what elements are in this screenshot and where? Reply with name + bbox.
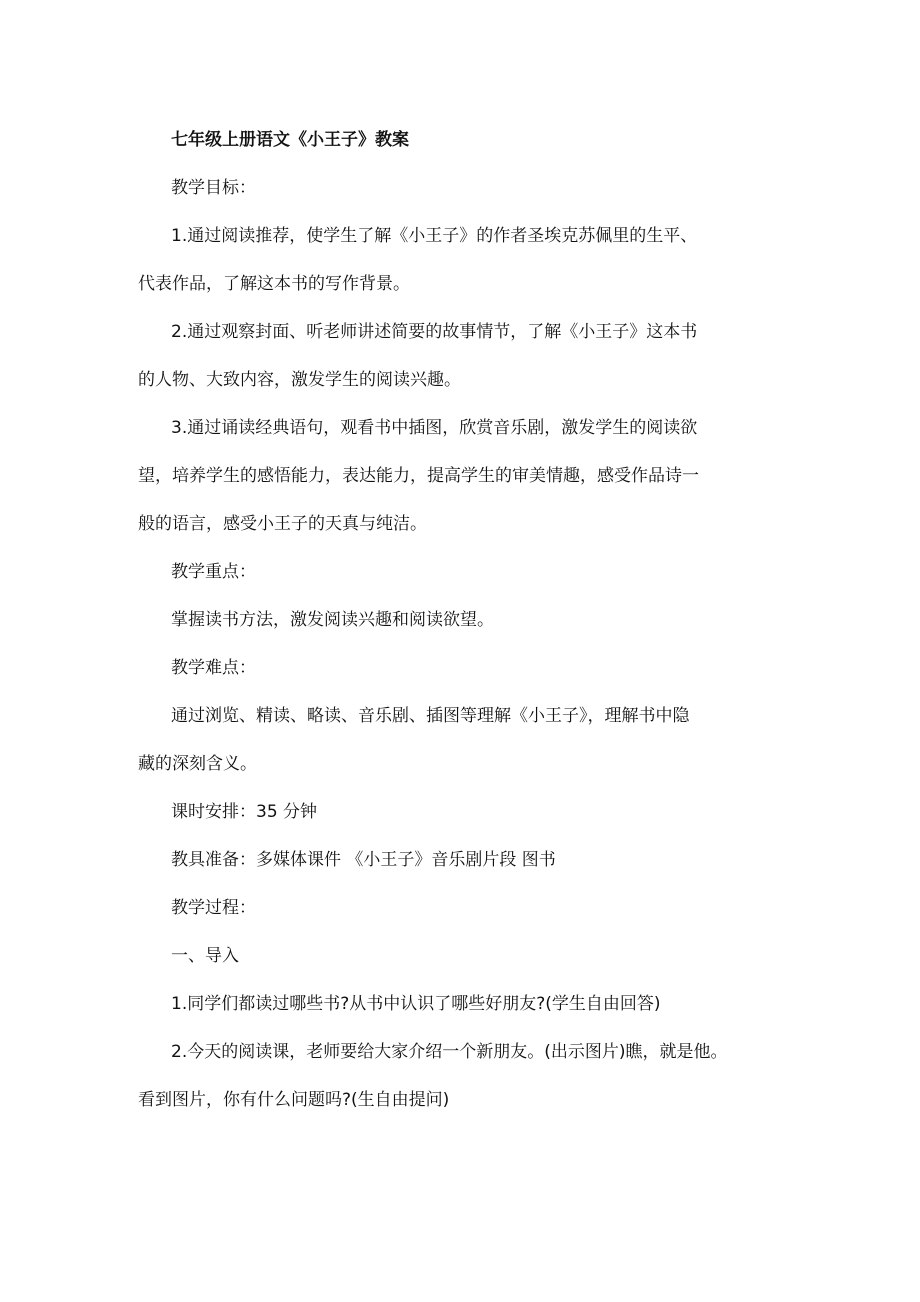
lesson-duration: 课时安排：35 分钟 bbox=[171, 802, 318, 822]
section-heading-key-points: 教学重点： bbox=[171, 562, 256, 582]
difficulties-line-2: 藏的深刻含义。 bbox=[138, 754, 257, 774]
document-title: 七年级上册语文《小王子》教案 bbox=[171, 130, 409, 150]
objective-3-line-2: 望，培养学生的感悟能力，表达能力，提高学生的审美情趣，感受作品诗一 bbox=[138, 466, 699, 486]
intro-step-2-line-2: 看到图片，你有什么问题吗?(生自由提问) bbox=[138, 1090, 450, 1110]
section-heading-process: 教学过程： bbox=[171, 898, 256, 918]
intro-step-2-line-1: 2.今天的阅读课，老师要给大家介绍一个新朋友。(出示图片)瞧，就是他。 bbox=[171, 1042, 728, 1062]
objective-2-line-2: 的人物、大致内容，激发学生的阅读兴趣。 bbox=[138, 370, 461, 390]
objective-1-line-1: 1.通过阅读推荐，使学生了解《小王子》的作者圣埃克苏佩里的生平、 bbox=[171, 226, 698, 246]
objective-3-line-1: 3.通过诵读经典语句，观看书中插图，欣赏音乐剧，激发学生的阅读欲 bbox=[171, 418, 698, 438]
teaching-materials: 教具准备：多媒体课件 《小王子》音乐剧片段 图书 bbox=[171, 850, 556, 870]
document-body bbox=[138, 116, 768, 1124]
key-points-text: 掌握读书方法，激发阅读兴趣和阅读欲望。 bbox=[171, 610, 494, 630]
subsection-introduction: 一、导入 bbox=[171, 946, 239, 966]
difficulties-line-1: 通过浏览、精读、略读、音乐剧、插图等理解《小王子》，理解书中隐 bbox=[171, 706, 690, 726]
section-heading-difficulties: 教学难点： bbox=[171, 658, 256, 678]
section-heading-objectives: 教学目标： bbox=[171, 178, 256, 198]
objective-3-line-3: 般的语言，感受小王子的天真与纯洁。 bbox=[138, 514, 427, 534]
objective-2-line-1: 2.通过观察封面、听老师讲述简要的故事情节，了解《小王子》这本书 bbox=[171, 322, 698, 342]
intro-step-1: 1.同学们都读过哪些书?从书中认识了哪些好朋友?(学生自由回答) bbox=[171, 994, 661, 1014]
objective-1-line-2: 代表作品，了解这本书的写作背景。 bbox=[138, 274, 410, 294]
